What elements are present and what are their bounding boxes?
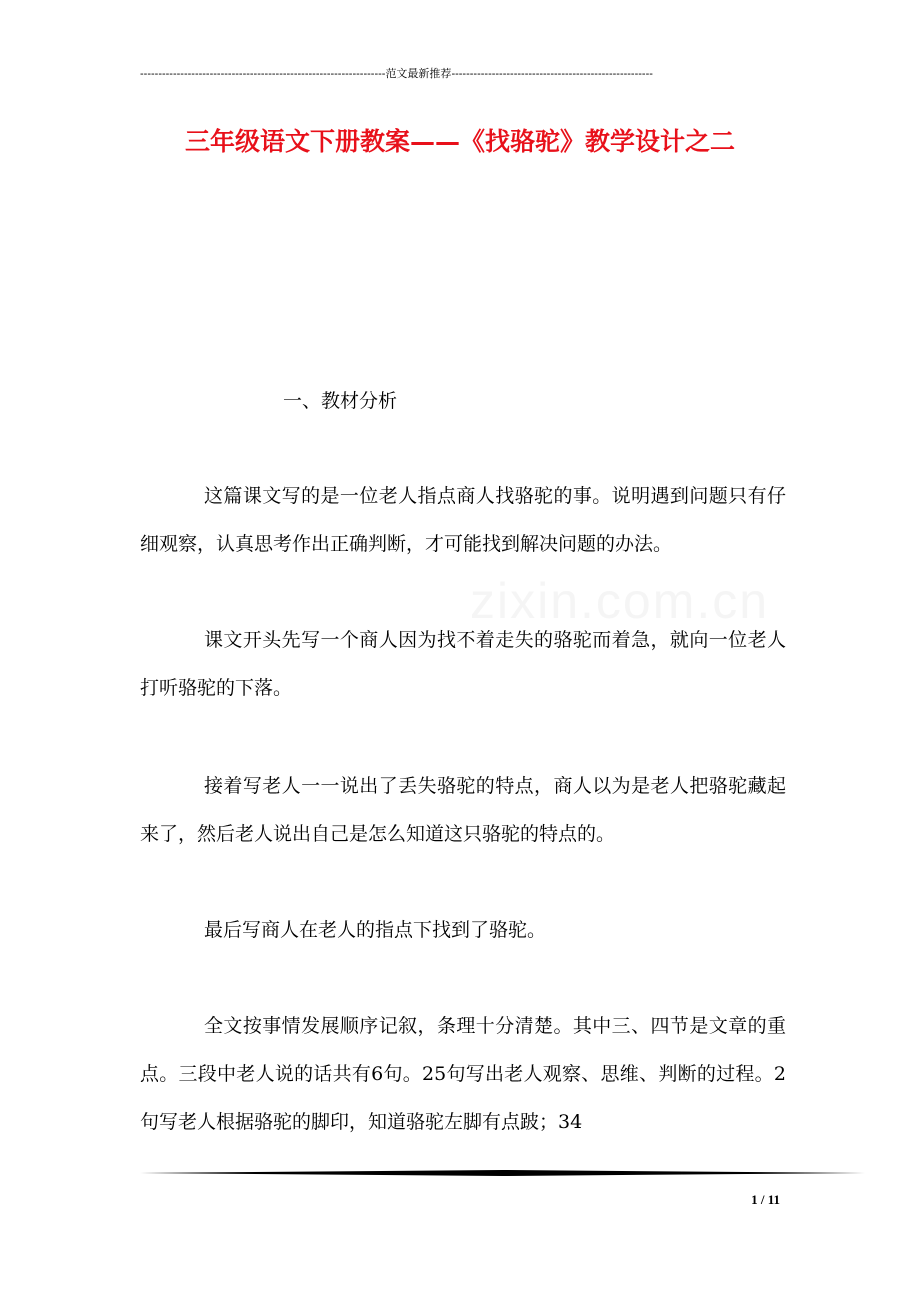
header-dashes-left: ------------------------------------------------------------------- (140, 68, 386, 80)
paragraph-2: 课文开头先写一个商人因为找不着走失的骆驼而着急，就向一位老人打听骆驼的下落。 (140, 629, 786, 699)
watermark: zixin.com.cn (470, 573, 770, 629)
header-dashes-right: ------------------------------------------------------- (451, 68, 653, 80)
page-header (140, 66, 768, 82)
footer-divider (140, 1170, 865, 1176)
paragraph-1: 这篇课文写的是一位老人指点商人找骆驼的事。说明遇到问题只有仔细观察，认真思考作出正确判断，才可能找到解决问题的办法。 (140, 485, 786, 555)
paragraph-4: 最后写商人在老人的指点下找到了骆驼。 (204, 919, 547, 941)
paragraph-3: 接着写老人一一说出了丢失骆驼的特点，商人以为是老人把骆驼藏起来了，然后老人说出自己是怎么知道这只骆驼的特点的。 (140, 775, 786, 845)
document-title: 三年级语文下册教案——《找骆驼》教学设计之二 (184, 127, 735, 156)
header-label: 范文最新推荐 (385, 68, 452, 80)
paragraph-5: 全文按事情发展顺序记叙，条理十分清楚。其中三、四节是文章的重点。三段中老人说的话共有6句。25句写出老人观察、思维、判断的过程。2句写老人根据骆驼的脚印，知道骆驼左脚有点跛；34 (140, 1015, 786, 1133)
section-heading: 一、教材分析 (283, 390, 398, 412)
page-number: 1 / 11 (751, 1192, 780, 1207)
